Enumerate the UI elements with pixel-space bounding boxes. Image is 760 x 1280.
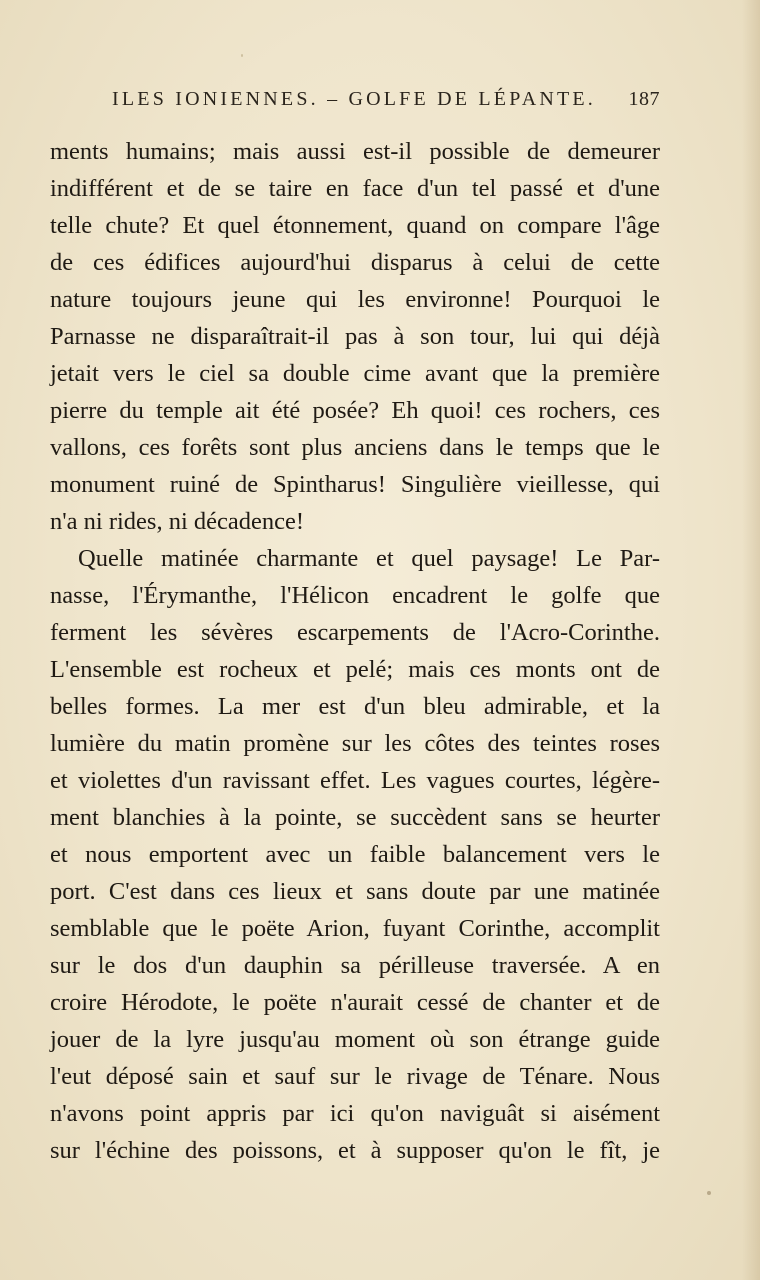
- text-line: Parnasse ne disparaîtrait-il pas à son tour, lui qui déjà: [50, 323, 660, 350]
- text-line: et violettes d'un ravissant effet. Les vagues courtes, légère-: [50, 767, 660, 794]
- text-line: l'eut déposé sain et sauf sur le rivage de Ténare. Nous: [50, 1063, 660, 1090]
- paragraph-end-line: n'a ni rides, ni décadence!: [50, 508, 305, 535]
- page-header: [112, 88, 660, 118]
- text-line: de ces édifices aujourd'hui disparus à celui de cette: [50, 249, 660, 276]
- text-line: sur l'échine des poissons, et à supposer qu'on le fît, je: [50, 1137, 660, 1164]
- body-text: [50, 133, 660, 1169]
- text-line: croire Hérodote, le poëte n'aurait cessé de chanter et de: [50, 989, 660, 1016]
- text-line: ments humains; mais aussi est-il possible de demeurer: [50, 138, 660, 165]
- paragraph-start-line: Quelle matinée charmante et quel paysage! Le Par-: [78, 545, 660, 572]
- paper-speck: [707, 1191, 711, 1195]
- text-line: indifférent et de se taire en face d'un tel passé et d'une: [50, 175, 660, 202]
- text-line: pierre du temple ait été posée? Eh quoi! ces rochers, ces: [50, 397, 660, 424]
- text-line: jouer de la lyre jusqu'au moment où son étrange guide: [50, 1026, 660, 1053]
- text-line: jetait vers le ciel sa double cime avant que la première: [50, 360, 660, 387]
- text-line: L'ensemble est rocheux et pelé; mais ces monts ont de: [50, 656, 660, 683]
- text-line: nature toujours jeune qui les environne! Pourquoi le: [50, 286, 660, 313]
- text-line: vallons, ces forêts sont plus anciens dans le temps que le: [50, 434, 660, 461]
- text-line: nasse, l'Érymanthe, l'Hélicon encadrent le golfe que: [50, 582, 660, 609]
- text-line: ferment les sévères escarpements de l'Acro-Corinthe.: [50, 619, 660, 646]
- text-line: lumière du matin promène sur les côtes des teintes roses: [50, 730, 660, 757]
- text-line: n'avons point appris par ici qu'on naviguât si aisément: [50, 1100, 660, 1127]
- text-line: belles formes. La mer est d'un bleu admirable, et la: [50, 693, 660, 720]
- page-edge-shadow: [742, 0, 760, 1280]
- running-title: ILES IONIENNES. – GOLFE DE LÉPANTE.: [112, 88, 597, 110]
- text-line: ment blanchies à la pointe, se succèdent sans se heurter: [50, 804, 660, 831]
- text-line: monument ruiné de Spintharus! Singulière vieillesse, qui: [50, 471, 660, 498]
- paper-speck: [241, 54, 243, 57]
- text-line: telle chute? Et quel étonnement, quand on compare l'âge: [50, 212, 660, 239]
- text-line: et nous emportent avec un faible balancement vers le: [50, 841, 660, 868]
- text-line: sur le dos d'un dauphin sa périlleuse traversée. A en: [50, 952, 660, 979]
- page-number: 187: [628, 88, 660, 110]
- text-line: port. C'est dans ces lieux et sans doute par une matinée: [50, 878, 660, 905]
- text-line: semblable que le poëte Arion, fuyant Corinthe, accomplit: [50, 915, 660, 942]
